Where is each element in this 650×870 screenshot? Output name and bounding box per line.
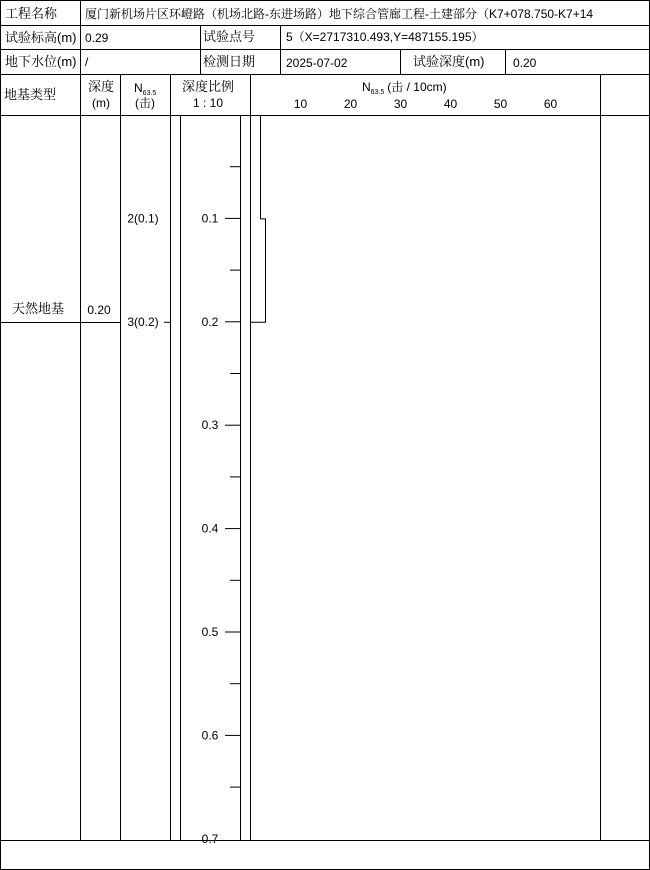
depth-tick-label: 0.5: [201, 625, 219, 639]
plot-title: [362, 79, 447, 96]
depth-tick-label: 0.7: [201, 831, 219, 846]
blow-count-heading-sub: 63.5: [142, 90, 157, 97]
depth-tick-label: 0.6: [201, 728, 219, 743]
soil-type-heading: 地基类型: [3, 87, 57, 102]
blow-count-labels: [127, 211, 170, 328]
x-tick-label: 10: [293, 97, 308, 111]
depth-heading: 深度: [87, 79, 115, 94]
x-tick-label: 30: [393, 97, 408, 111]
blow-count-heading-main: N: [134, 81, 143, 95]
groundwater-value: /: [85, 55, 89, 69]
x-tick-label: 40: [443, 97, 458, 111]
groundwater-label: 地下水位(m): [5, 54, 77, 69]
x-axis-ticks: [294, 97, 558, 111]
plot-title-rest: (击 / 10cm): [387, 80, 447, 94]
blow-count-unit: (击): [135, 96, 155, 110]
sheet-border: [1, 1, 650, 870]
project-name-label: 工程名称: [5, 6, 58, 21]
depth-scale-heading: 深度比例: [181, 79, 235, 94]
blow-count-label: 2(0.1): [127, 211, 159, 226]
plot-title-sub: 63.5: [370, 89, 385, 96]
depth-scale-ticks: [202, 167, 241, 846]
depth-unit-heading: (m): [92, 96, 110, 110]
column-dividers: [0, 74, 650, 841]
test-point-label: 试验点号: [203, 29, 256, 44]
layer-depth: 0.20: [87, 303, 111, 317]
depth-tick-label: 0.3: [201, 418, 219, 433]
x-tick-label: 20: [343, 97, 358, 111]
penetration-curve: [251, 116, 266, 323]
test-depth-label: 试验深度(m): [413, 54, 485, 69]
test-depth-value: 0.20: [513, 56, 537, 70]
test-elevation-label: 试验标高(m): [5, 30, 77, 45]
depth-tick-label: 0.1: [201, 211, 219, 226]
depth-tick-label: 0.2: [201, 314, 219, 329]
test-elevation-value: 0.29: [85, 31, 109, 45]
plot-title-main: N: [362, 80, 371, 94]
test-date-value: 2025-07-02: [286, 56, 348, 70]
depth-scale-ratio: 1 : 10: [192, 96, 224, 110]
x-tick-label: 50: [493, 97, 508, 111]
blow-count-heading: [134, 81, 156, 97]
footer-row: [1, 841, 649, 869]
penetration-step-line: [251, 116, 266, 323]
project-name-value: 厦门新机场片区环嶝路（机场北路-东进场路）地下综合管廊工程-土建部分（K7+078.750-K7+14: [85, 7, 594, 21]
blow-count-label: 3(0.2): [127, 314, 159, 329]
test-date-label: 检测日期: [203, 54, 256, 69]
x-tick-label: 60: [543, 97, 558, 111]
layer-soil-type: 天然地基: [11, 301, 65, 316]
test-point-value: 5（X=2717310.493,Y=487155.195）: [286, 30, 484, 44]
depth-tick-label: 0.4: [201, 521, 219, 536]
